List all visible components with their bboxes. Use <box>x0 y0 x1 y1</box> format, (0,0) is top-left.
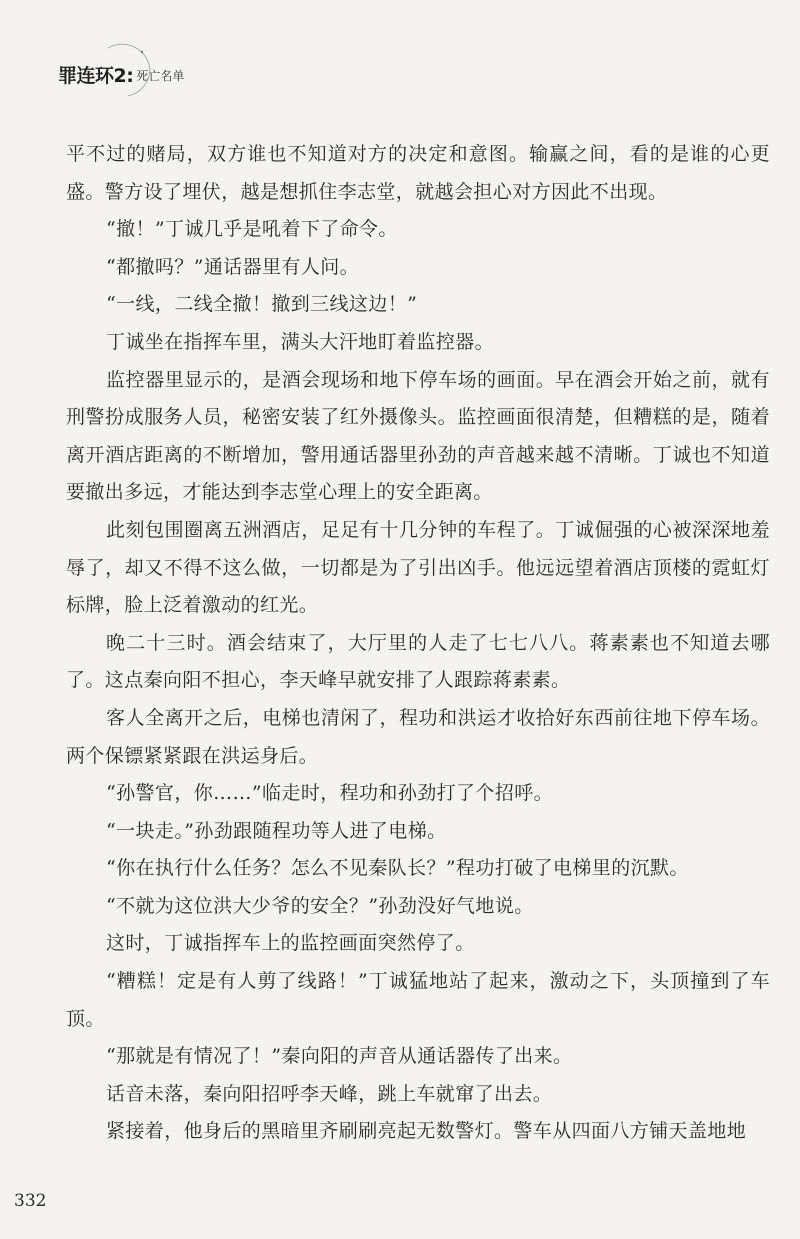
book-subtitle: 死亡名单 <box>136 69 185 83</box>
paragraph: 平不过的赌局，双方谁也不知道对方的决定和意图。输赢之间，看的是谁的心更盛。警方设了埋伏，越是想抓住李志堂，就越会担心对方因此不出现。 <box>66 143 770 203</box>
header-ornament-icon <box>98 40 158 100</box>
paragraph: 这时，丁诚指挥车上的监控画面突然停了。 <box>106 932 475 955</box>
paragraph: “糟糕！定是有人剪了线路！”丁诚猛地站了起来，激动之下，头顶撞到了车顶。 <box>66 970 770 1030</box>
paragraph: 客人全离开之后，电梯也清闲了，程功和洪运才收拾好东西前往地下停车场。两个保镖紧紧跟在洪运身后。 <box>66 706 770 767</box>
paragraph: 监控器里显示的，是酒会现场和地下停车场的画面。早在酒会开始之前，就有刑警扮成服务人员，秘密安装了红外摄像头。监控画面很清楚，但糟糕的是，随着离开酒店距离的不断增加，警用通话器里孙劲的声音越来越不清晰。丁诚也不知道要撤出多远，才能达到李志堂心理上的安全距离。 <box>66 368 770 504</box>
paragraph: “你在执行什么任务？怎么不见秦队长？”程功打破了电梯里的沉默。 <box>106 857 689 880</box>
page-number: 332 <box>14 1191 47 1211</box>
paragraph: “一线，二线全撤！撤到三线这边！” <box>106 293 418 316</box>
body-text <box>66 136 770 1151</box>
paragraph: “那就是有情况了！”秦向阳的声音从通话器传了出来。 <box>106 1045 573 1068</box>
paragraph: “撤！”丁诚几乎是吼着下了命令。 <box>106 218 398 241</box>
paragraph: 丁诚坐在指挥车里，满头大汗地盯着监控器。 <box>106 330 495 353</box>
paragraph: 紧接着，他身后的黑暗里齐刷刷亮起无数警灯。警车从四面八方铺天盖地地 <box>106 1120 747 1143</box>
paragraph: 话音未落，秦向阳招呼李天峰，跳上车就窜了出去。 <box>106 1082 553 1105</box>
paragraph: “一块走。”孙劲跟随程功等人进了电梯。 <box>106 819 447 842</box>
book-title: 罪连环2: <box>58 64 134 87</box>
paragraph: 此刻包围圈离五洲酒店，足足有十几分钟的车程了。丁诚倔强的心被深深地羞辱了，却又不得不这么做，一切都是为了引出凶手。他远远望着酒店顶楼的霓虹灯标牌，脸上泛着激动的红光。 <box>66 518 770 617</box>
paragraph: “不就为这位洪大少爷的安全？”孙劲没好气地说。 <box>106 894 534 917</box>
paragraph: “孙警官，你……”临走时，程功和孙劲打了个招呼。 <box>106 782 554 805</box>
paragraph: 晚二十三时。酒会结束了，大厅里的人走了七七八八。蒋素素也不知道去哪了。这点秦向阳不担心，李天峰早就安排了人跟踪蒋素素。 <box>66 631 770 692</box>
paragraph: “都撤吗？”通话器里有人问。 <box>106 255 360 278</box>
